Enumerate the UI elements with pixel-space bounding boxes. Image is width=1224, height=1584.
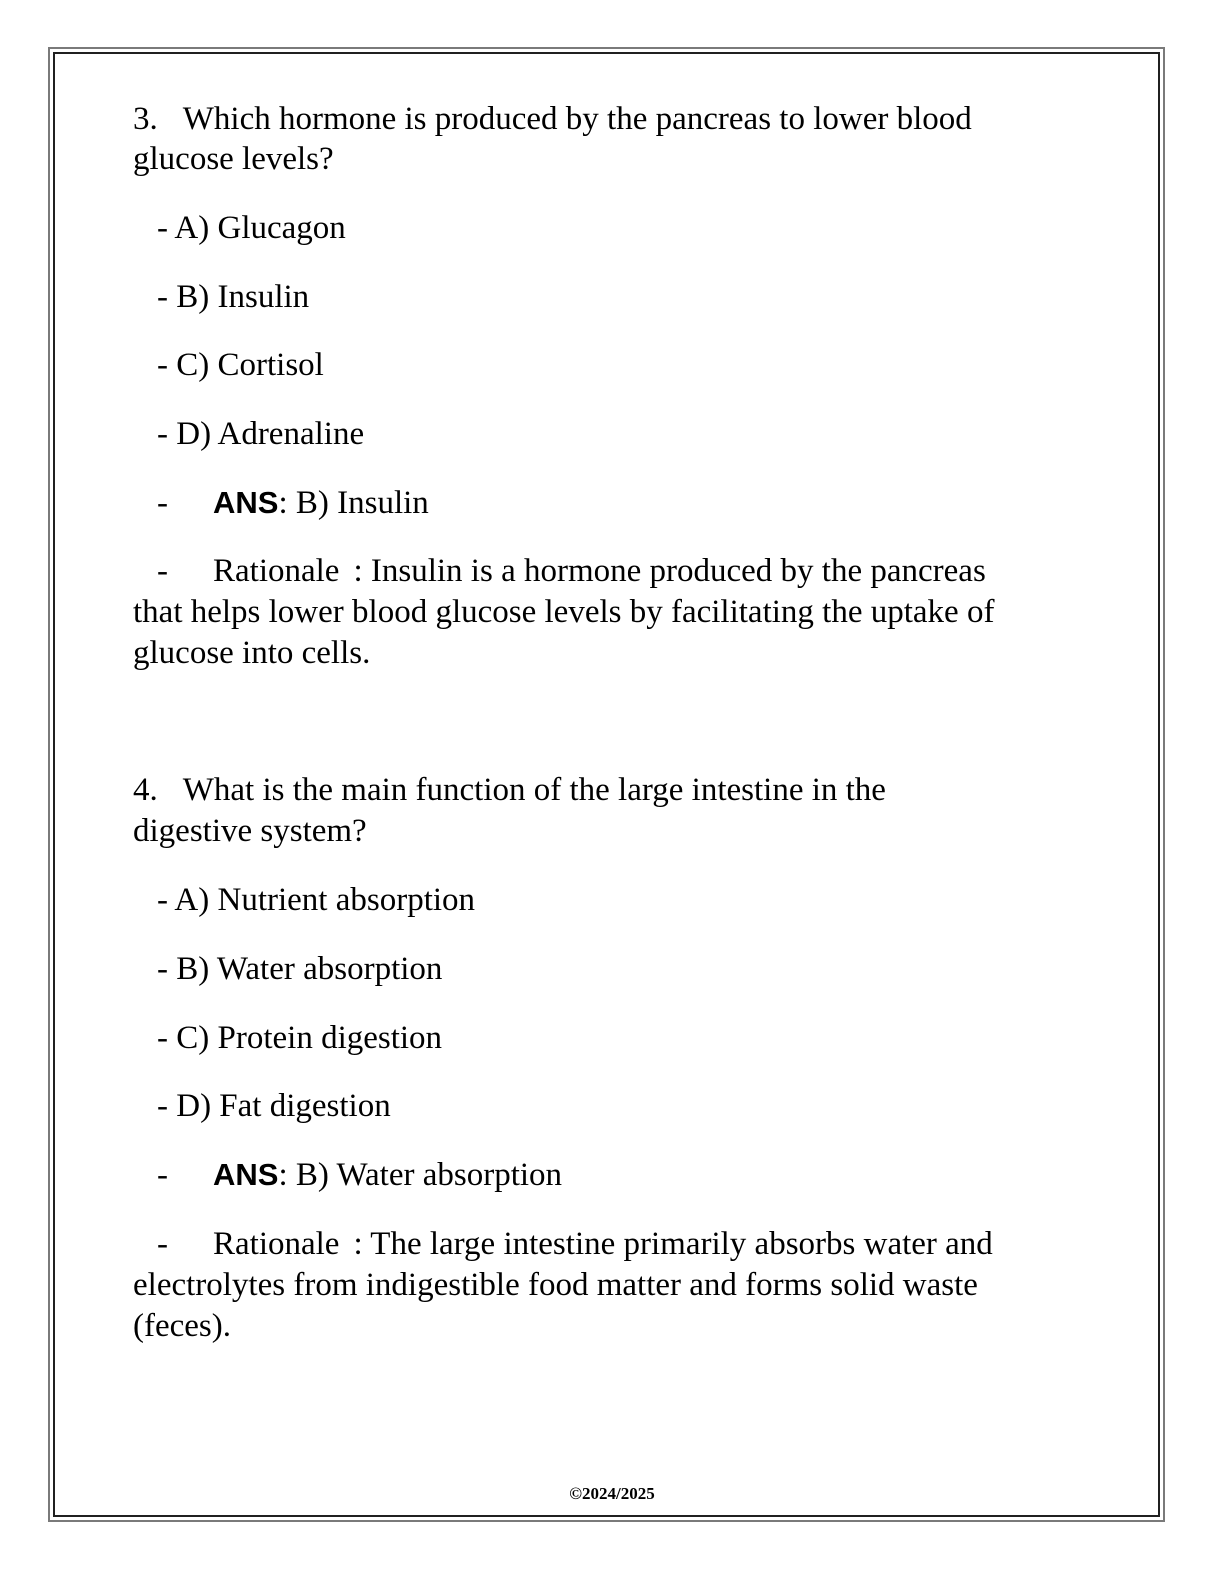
rationale-line bbox=[157, 1224, 993, 1264]
option-b: - B) Insulin bbox=[157, 279, 310, 315]
answer-label: ANS bbox=[213, 485, 279, 520]
question-4-text-cont: digestive system? bbox=[133, 813, 367, 849]
rationale-text-cont: that helps lower blood glucose levels by facilitating the uptake of bbox=[133, 594, 995, 630]
question-3-text-cont: glucose levels? bbox=[133, 141, 334, 177]
rationale-label: Rationale bbox=[213, 553, 340, 589]
rationale-text: : The large intestine primarily absorbs water and bbox=[353, 1226, 993, 1262]
rationale-label: Rationale bbox=[213, 1226, 340, 1262]
option-a: - A) Nutrient absorption bbox=[157, 882, 476, 918]
bullet-dash: - bbox=[157, 1157, 168, 1193]
rationale-line bbox=[157, 551, 986, 591]
option-a: - A) Glucagon bbox=[157, 210, 346, 246]
answer-value: : B) Water absorption bbox=[278, 1157, 563, 1193]
question-4-text bbox=[133, 770, 886, 810]
bullet-dash: - bbox=[157, 553, 168, 589]
answer-value: : B) Insulin bbox=[278, 485, 429, 521]
option-c: - C) Cortisol bbox=[157, 347, 324, 383]
question-number: 4. bbox=[133, 772, 158, 808]
rationale-text-cont: glucose into cells. bbox=[133, 635, 371, 671]
option-b: - B) Water absorption bbox=[157, 951, 443, 987]
option-c: - C) Protein digestion bbox=[157, 1020, 443, 1056]
rationale-text-cont: electrolytes from indigestible food matter and forms solid waste bbox=[133, 1267, 978, 1303]
question-3-text bbox=[133, 99, 972, 139]
question-number: 3. bbox=[133, 101, 158, 137]
option-d: - D) Fat digestion bbox=[157, 1088, 391, 1124]
bullet-dash: - bbox=[157, 1226, 168, 1262]
rationale-text: : Insulin is a hormone produced by the pancreas bbox=[353, 553, 986, 589]
bullet-dash: - bbox=[157, 485, 168, 521]
question-text: What is the main function of the large intestine in the bbox=[182, 772, 886, 808]
answer-label: ANS bbox=[213, 1157, 279, 1192]
rationale-text-cont: (feces). bbox=[133, 1308, 232, 1344]
option-d: - D) Adrenaline bbox=[157, 416, 365, 452]
answer-line bbox=[157, 483, 429, 523]
answer-line bbox=[157, 1155, 562, 1195]
question-text: Which hormone is produced by the pancreas to lower blood bbox=[182, 101, 972, 137]
footer-copyright: ©2024/2025 bbox=[569, 1484, 655, 1503]
